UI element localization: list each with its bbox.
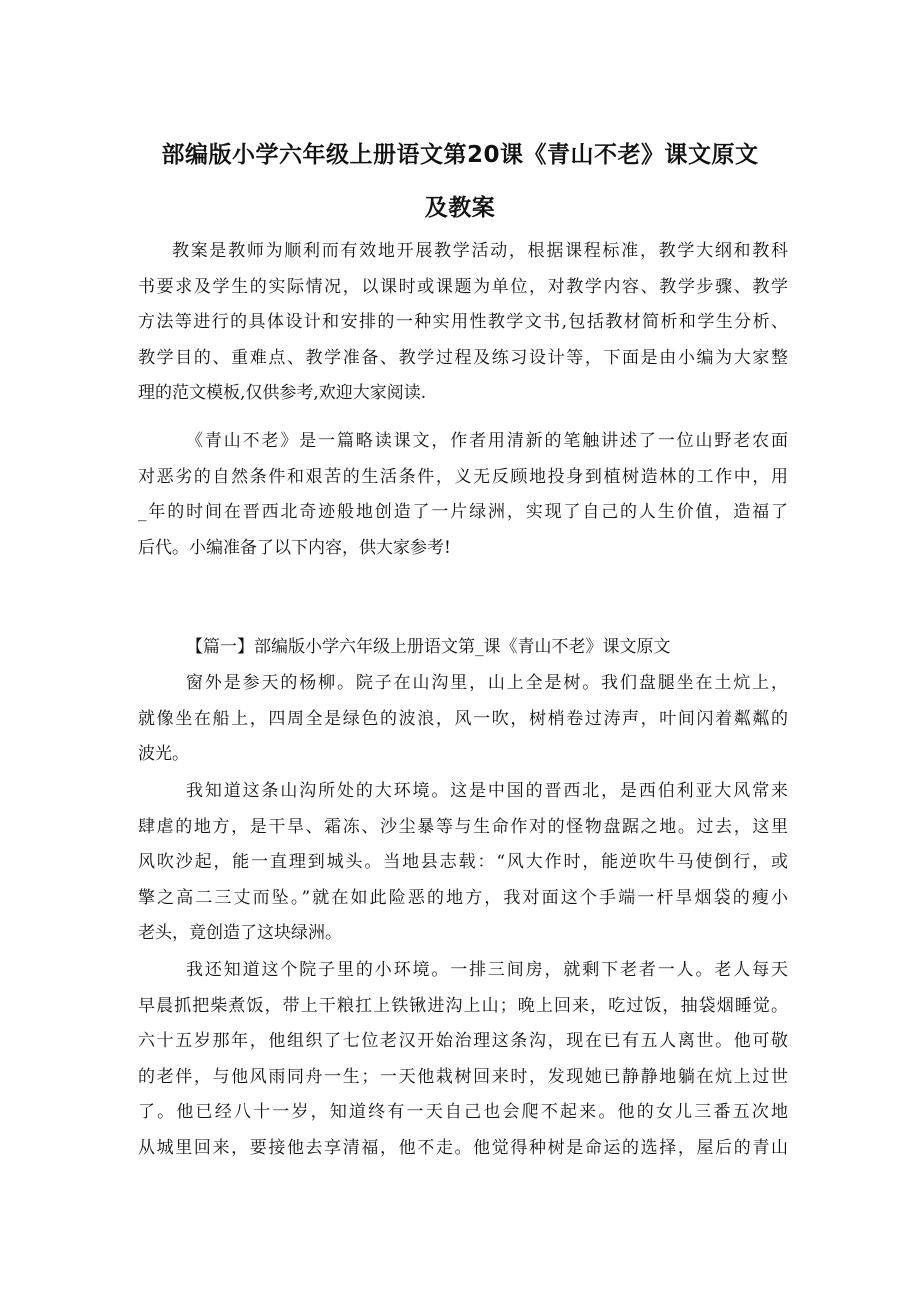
story-line: 我还知道这个院子里的小环境。一排三间房，就剩下老者一人。老人每天 (186, 960, 788, 980)
summary-paragraph (138, 424, 788, 566)
story-paragraph-1 (138, 666, 788, 773)
document-title-line2: 及教案 (424, 195, 496, 221)
story-line: 就像坐在船上，四周全是绿色的波浪，风一吹，树梢卷过涛声，叶间闪着粼粼的 (138, 708, 788, 729)
intro-line: 书要求及学生的实际情况，以课时或课题为单位，对教学内容、教学步骤、教学 (138, 276, 788, 297)
summary-line: 《青山不老》是一篇略读课文，作者用清新的笔触讲述了一位山野老农面 (186, 431, 788, 451)
intro-line: 方法等进行的具体设计和安排的一种实用性教学文书,包括教材简析和学生分析、 (138, 312, 788, 332)
summary-line: 后代。小编准备了以下内容，供大家参考! (138, 537, 451, 558)
summary-line: _年的时间在晋西北奇迹般地创造了一片绿洲，实现了自己的人生价值，造福了 (138, 502, 788, 522)
story-line: 了。他已经八十一岁，知道终有一天自己也会爬不起来。他的女儿三番五次地 (138, 1102, 788, 1122)
story-paragraph-3 (138, 953, 788, 1166)
story-line: 早晨抓把柴煮饭，带上干粮扛上铁锹进沟上山；晚上回来，吃过饭，抽袋烟睡觉。 (138, 995, 788, 1016)
summary-line: 对恶劣的自然条件和艰苦的生活条件，义无反顾地投身到植树造林的工作中，用 (138, 466, 788, 487)
section-heading-text: 【篇一】部编版小学六年级上册语文第_课《青山不老》课文原文 (186, 637, 671, 657)
story-line: 波光。 (138, 744, 189, 764)
story-line: 六十五岁那年，他组织了七位老汉开始治理这条沟，现在已有五人离世。他可敬 (138, 1031, 788, 1051)
story-paragraph-2 (138, 774, 788, 952)
intro-line: 教学目的、重难点、教学准备、教学过程及练习设计等，下面是由小编为大家整 (138, 347, 788, 368)
intro-line: 教案是教师为顺利而有效地开展教学活动，根据课程标准，教学大纲和教科 (172, 241, 788, 261)
story-line: 的老伴，与他风雨同舟一生；一天他栽树回来时，发现她已静静地躺在炕上过世 (138, 1066, 788, 1087)
section-heading (138, 630, 788, 666)
story-line: 擎之高二三丈而坠。”就在如此险恶的地方，我对面这个手端一杆旱烟袋的瘦小 (138, 887, 788, 908)
story-line: 我知道这条山沟所处的大环境。这是中国的晋西北，是西伯利亚大风常来 (186, 781, 788, 801)
document-title-line1: 部编版小学六年级上册语文第20课《青山不老》课文原文 (161, 142, 759, 168)
story-line: 老头，竟创造了这块绿洲。 (138, 923, 342, 943)
story-line: 风吹沙起，能一直理到城头。当地县志载：“风大作时，能逆吹牛马使倒行，或 (138, 852, 788, 872)
story-line: 肆虐的地方，是干旱、霜冻、沙尘暴等与生命作对的怪物盘踞之地。过去，这里 (138, 816, 788, 837)
intro-line: 理的范文模板,仅供参考,欢迎大家阅读. (138, 383, 427, 403)
story-line: 从城里回来，要接他去享清福，他不走。他觉得种树是命运的选择，屋后的青山 (138, 1137, 788, 1158)
story-line: 窗外是参天的杨柳。院子在山沟里，山上全是树。我们盘腿坐在土炕上， (186, 673, 788, 693)
intro-paragraph (138, 234, 788, 412)
